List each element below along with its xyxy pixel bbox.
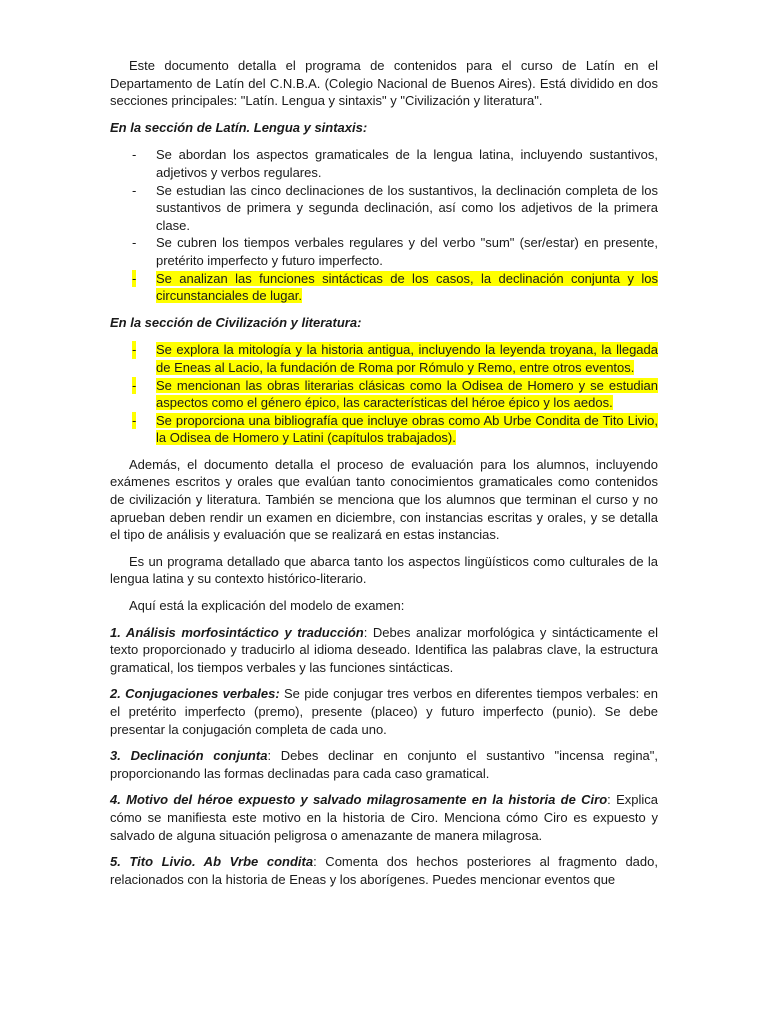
highlighted-text: Se analizan las funciones sintácticas de los casos, la declinación conjunta y los circunstanciales de lugar. [156, 270, 658, 304]
dash-bullet: - [132, 270, 137, 286]
list-item: - Se abordan los aspectos gramaticales de la lengua latina, incluyendo sustantivos, adjetivos y verbos regulares. [132, 147, 658, 180]
exam-item-4: 4. Motivo del héroe expuesto y salvado milagrosamente en la historia de Ciro: Explica cómo se manifiesta este motivo en la historia de Ciro. Menciona cómo Ciro es expuesto y salvado de alguna situación peligrosa o amenazante de manera milagrosa. [110, 792, 658, 843]
exam-item-5: 5. Tito Livio. Ab Vrbe condita: Comenta dos hechos posteriores al fragmento dado, relacionados con la historia de Eneas y los aborígenes. Puedes mencionar eventos que [110, 854, 658, 887]
list-item: - Se estudian las cinco declinaciones de los sustantivos, la declinación completa de los sustantivos de primera y segunda declinación, así como los adjetivos de la primera clase. [132, 182, 658, 233]
intro-paragraph: Este documento detalla el programa de contenidos para el curso de Latín en el Departamento de Latín del C.N.B.A. (Colegio Nacional de Buenos Aires). Está dividido en dos secciones principales: "Latín. Lengua y sintaxis" y "Civilización y literatura". [110, 58, 658, 109]
dash-bullet: - [132, 182, 137, 198]
section1-heading: En la sección de Latín. Lengua y sintaxis: [110, 119, 368, 135]
dash-bullet: - [132, 147, 137, 163]
exam-item-2: 2. Conjugaciones verbales: Se pide conjugar tres verbos en diferentes tiempos verbales: en el pretérito imperfecto (premo), presente (placeo) y futuro imperfecto (punio). Se debe presentar la conjugación completa de cada uno. [110, 686, 659, 737]
summary-paragraph: Es un programa detallado que abarca tanto los aspectos lingüísticos como culturales de la lengua latina y su contexto histórico-literario. [110, 553, 658, 587]
list-item-highlighted [110, 412, 658, 447]
section1-list [110, 146, 658, 304]
evaluation-paragraph: Además, el documento detalla el proceso de evaluación para los alumnos, incluyendo exámenes escritos y orales que evalúan tanto conocimientos gramaticales como contenidos de civilización y literatura. También se menciona que los alumnos que terminan el curso y no aprueban deben rendir un examen en diciembre, con instancias escritas y orales, y se detalla el tipo de análisis y evaluación que se realizará en estas instancias. [110, 456, 658, 543]
exam-item-1: 1. Análisis morfosintáctico y traducción: Debes analizar morfológica y sintácticamente el texto proporcionado y traducirlo al idioma deseado. Identifica las palabras clave, la estructura gramatical, los tiempos verbales y las funciones sintácticas. [110, 624, 658, 675]
highlighted-text: Se explora la mitología y la historia antigua, incluyendo la leyenda troyana, la llegada de Eneas al Lacio, la fundación de Roma por Rómulo y Remo, entre otros eventos. [156, 342, 658, 375]
highlighted-text: Se mencionan las obras literarias clásicas como la Odisea de Homero y se estudian aspectos como el género épico, las características del héroe épico y los aedos. [156, 377, 658, 411]
dash-bullet: - [132, 235, 137, 251]
list-item-highlighted [110, 377, 658, 412]
exam-item-lead: 4. Motivo del héroe expuesto y salvado milagrosamente en la historia de Ciro [110, 792, 608, 808]
list-item-highlighted [110, 270, 658, 305]
exam-intro: Aquí está la explicación del modelo de examen: [129, 598, 405, 614]
dash-bullet: - [132, 377, 137, 393]
exam-item-lead: 3. Declinación conjunta [110, 748, 268, 764]
dash-bullet: - [132, 342, 137, 358]
section2-heading: En la sección de Civilización y literatura: [110, 314, 362, 330]
section2-list [110, 341, 658, 447]
exam-item-lead: 2. Conjugaciones verbales: [110, 686, 280, 702]
highlighted-text: Se proporciona una bibliografía que incluye obras como Ab Urbe Condita de Tito Livio, la Odisea de Homero y Latini (capítulos trabajados). [156, 412, 658, 446]
list-item: - Se cubren los tiempos verbales regulares y del verbo "sum" (ser/estar) en presente, pretérito imperfecto y futuro imperfecto. [132, 235, 658, 268]
exam-item-3: 3. Declinación conjunta: Debes declinar en conjunto el sustantivo "incensa regina", proporcionando las formas declinadas para cada caso gramatical. [110, 748, 659, 781]
exam-item-lead: 5. Tito Livio. Ab Vrbe condita [110, 854, 314, 870]
list-item-highlighted [110, 341, 658, 376]
exam-item-lead: 1. Análisis morfosintáctico y traducción [110, 624, 364, 640]
dash-bullet: - [132, 412, 137, 428]
